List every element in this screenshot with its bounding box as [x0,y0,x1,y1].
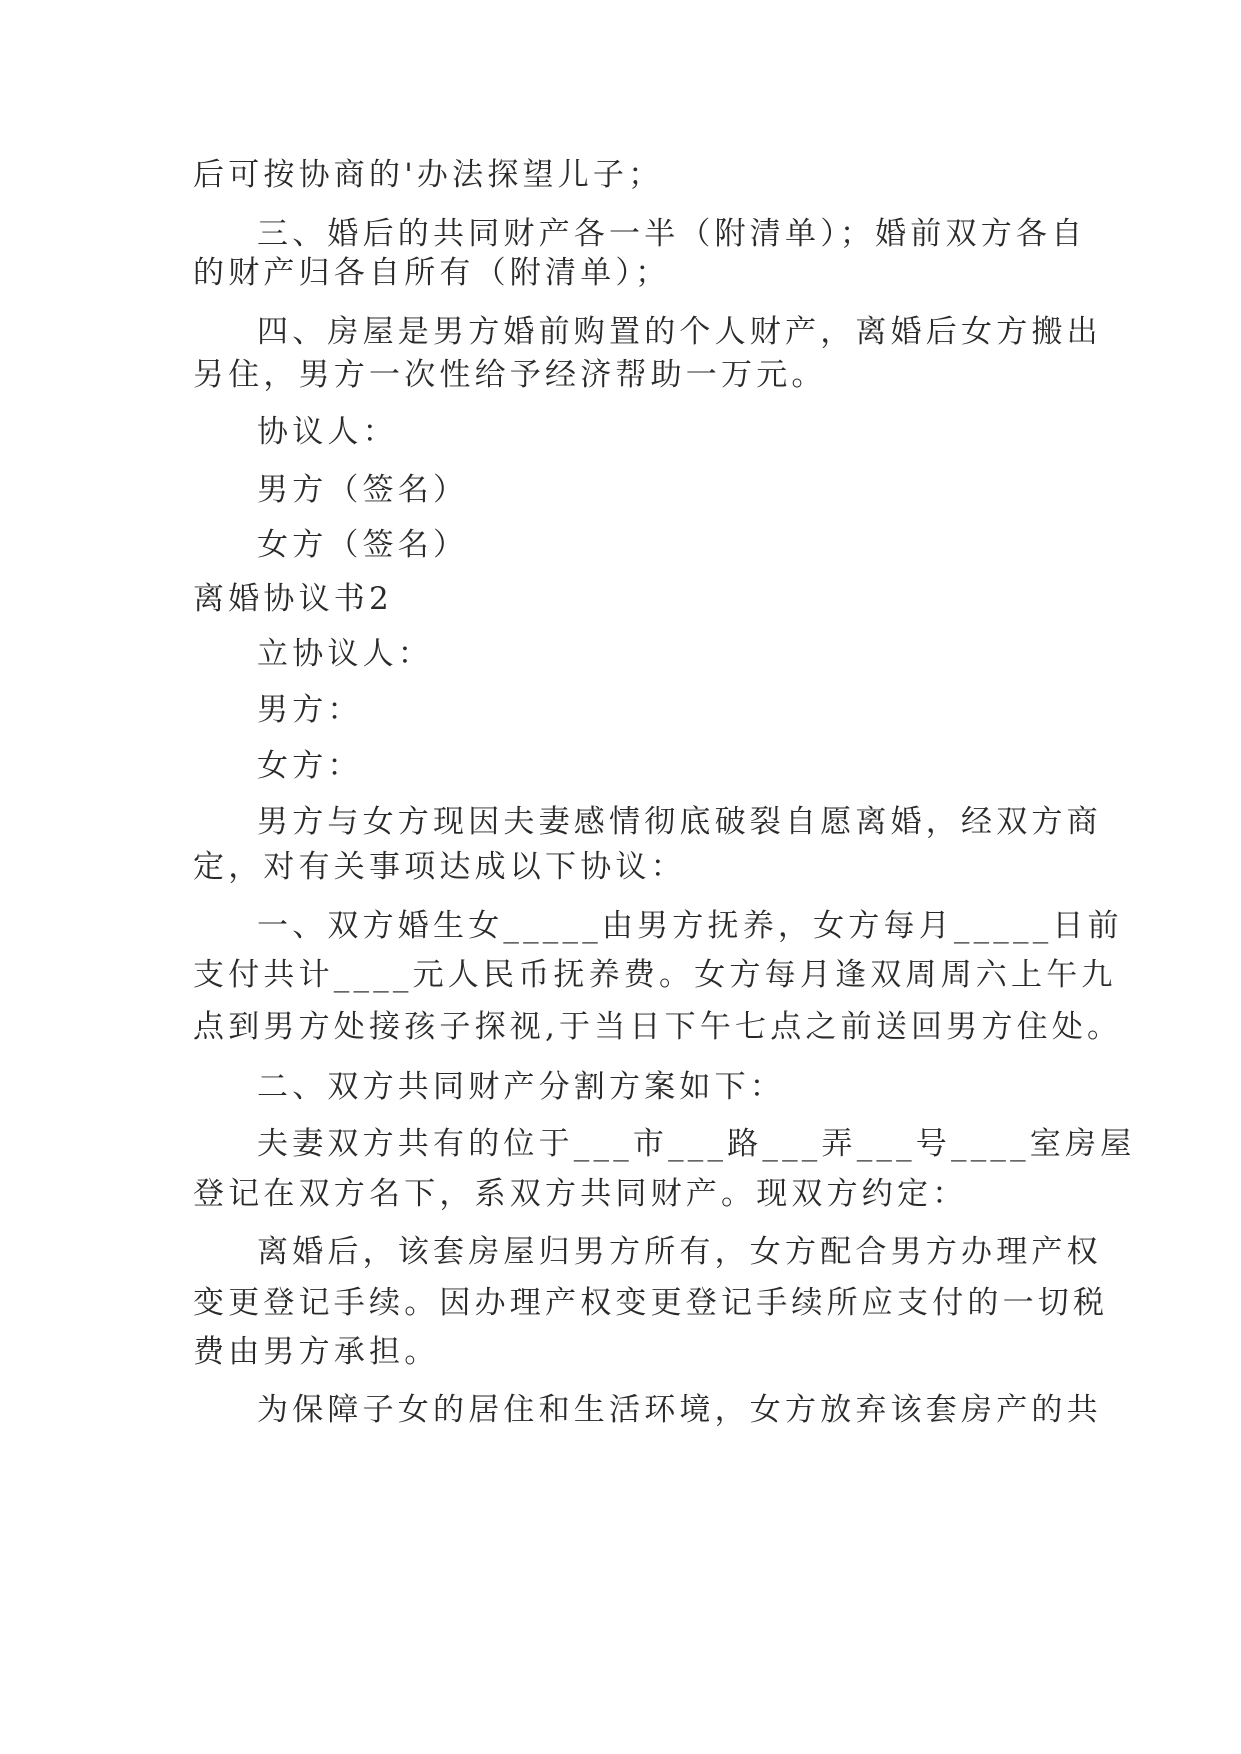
text-line: 费由男方承担。 [193,1334,440,1370]
text-line: 后可按协商的'办法探望儿子； [193,157,664,193]
section-title: 离婚协议书2 [193,581,393,617]
paragraph-line: 为保障子女的居住和生活环境，女方放弃该套房产的共 [257,1392,1102,1428]
text-line: 变更登记手续。因办理产权变更登记手续所应支付的一切税 [193,1285,1109,1321]
text-line: 支付共计____元人民币抚养费。女方每月逢双周周六上午九 [193,957,1117,993]
male-signature-label: 男方（签名） [257,472,469,508]
paragraph-line: 离婚后，该套房屋归男方所有，女方配合男方办理产权 [257,1234,1102,1270]
male-party-label: 男方： [257,692,363,728]
text-line: 另住，男方一次性给予经济帮助一万元。 [193,357,827,393]
text-line: 的财产归各自所有（附清单）； [193,255,671,291]
party-label: 立协议人： [257,636,433,672]
paragraph-line: 一、双方婚生女_____由男方抚养，女方每月_____日前 [257,908,1123,944]
signatory-label: 协议人： [257,414,398,450]
paragraph-line: 夫妻双方共有的位于___市___路___弄___号____室房屋 [257,1126,1136,1162]
paragraph-line: 三、婚后的共同财产各一半（附清单）；婚前双方各自 [257,216,1087,252]
female-signature-label: 女方（签名） [257,527,469,563]
text-line: 定，对有关事项达成以下协议： [193,849,686,885]
paragraph-line: 二、双方共同财产分割方案如下： [257,1069,785,1105]
paragraph-line: 四、房屋是男方婚前购置的个人财产，离婚后女方搬出 [257,314,1102,350]
text-line: 登记在双方名下，系双方共同财产。现双方约定： [193,1176,968,1212]
female-party-label: 女方： [257,748,363,784]
paragraph-line: 男方与女方现因夫妻感情彻底破裂自愿离婚，经双方商 [257,804,1102,840]
text-line: 点到男方处接孩子探视,于当日下午七点之前送回男方住处。 [193,1009,1123,1045]
